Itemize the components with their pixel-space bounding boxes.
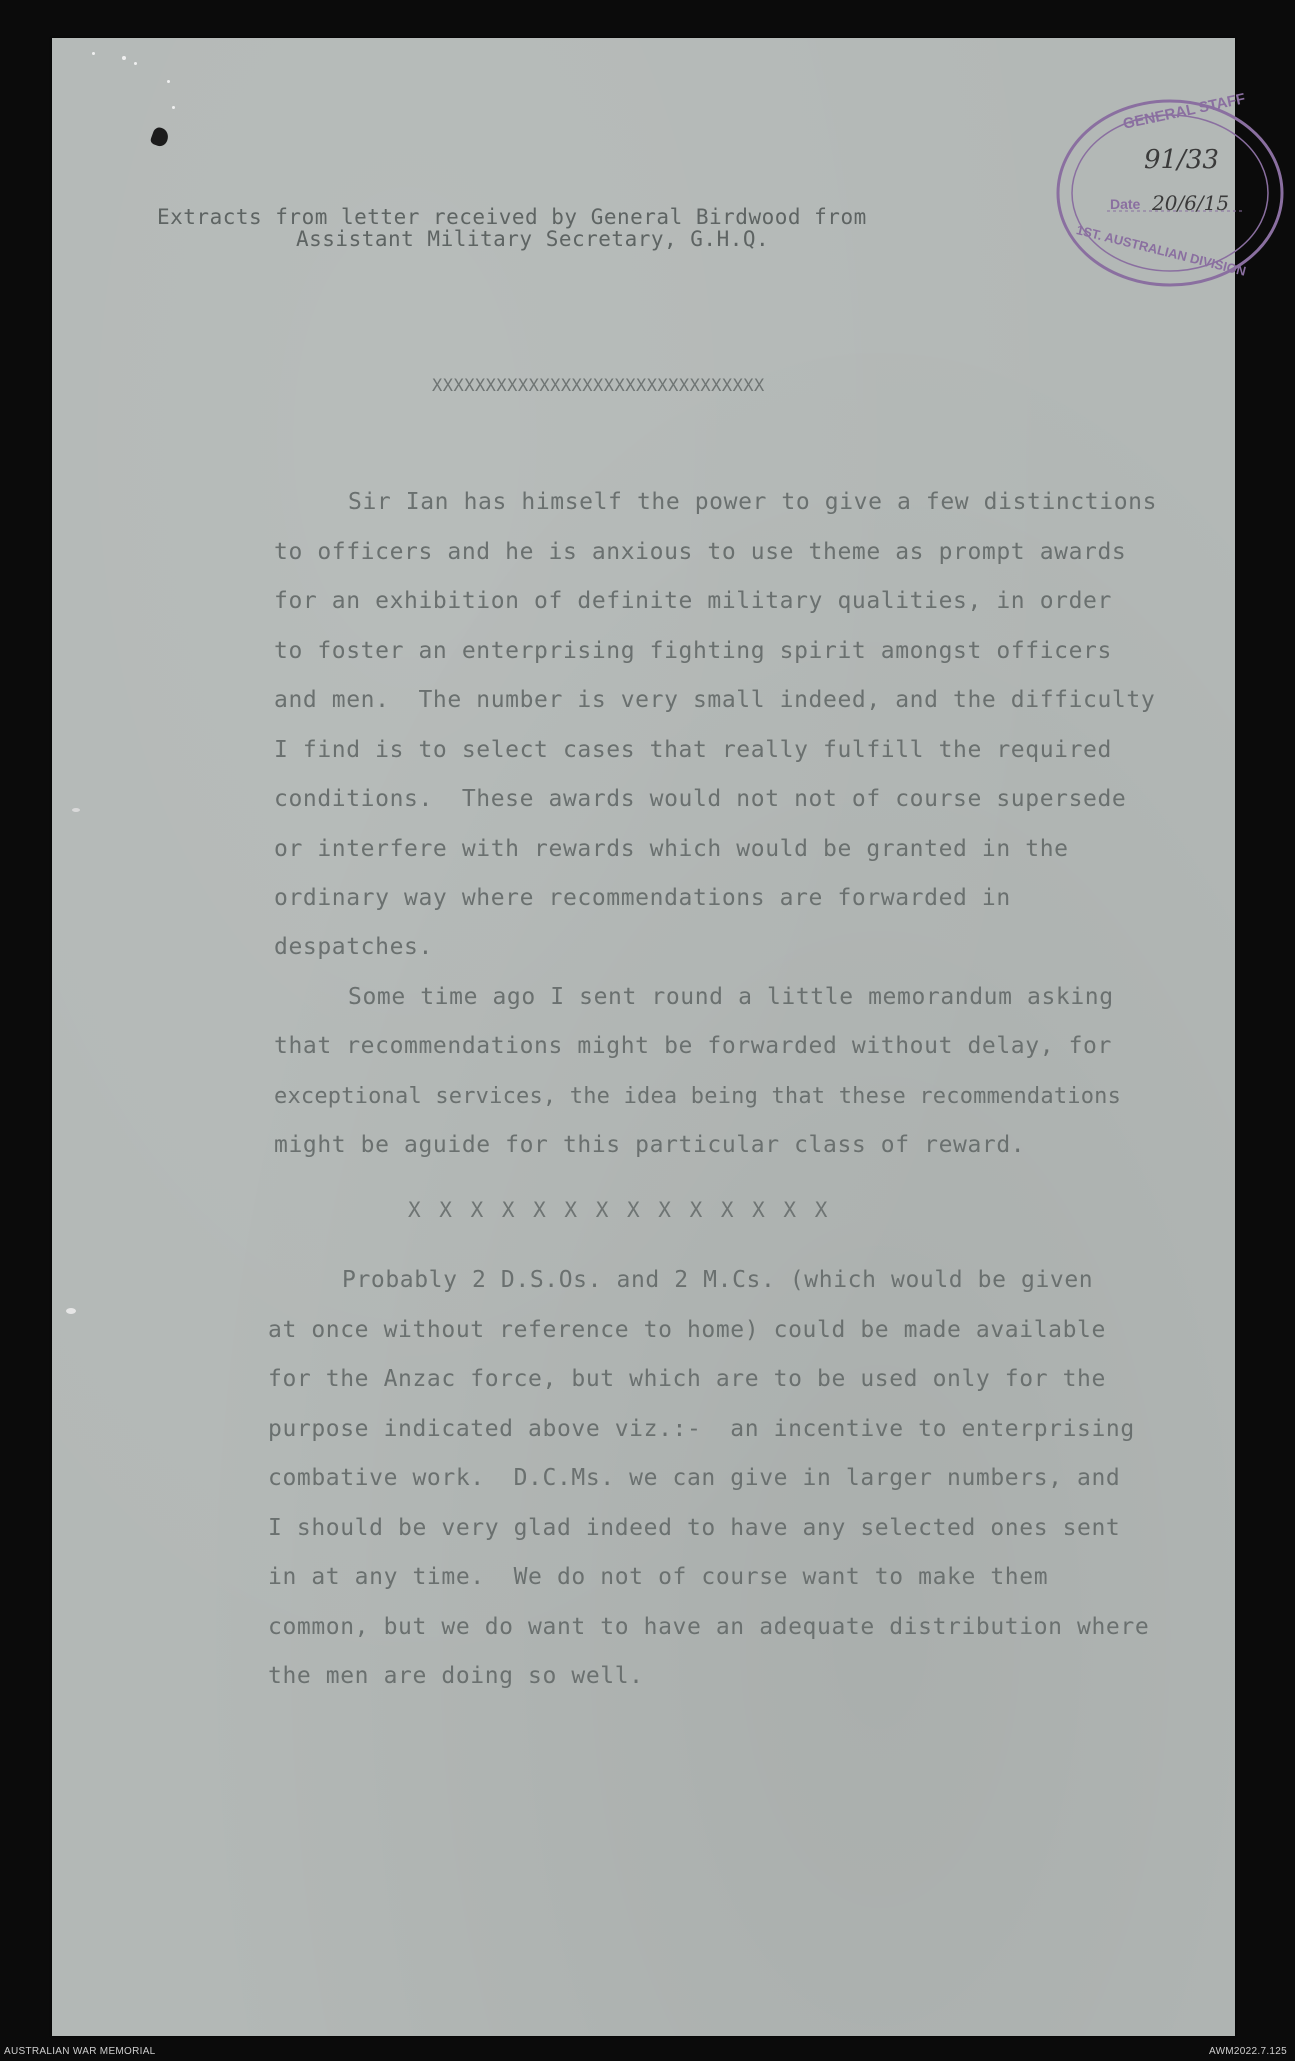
paragraph-1-line-3: for an exhibition of definite military qualities, in order (274, 588, 1112, 614)
paragraph-2-line-1: Some time ago I sent round a little memorandum asking (348, 984, 1114, 1010)
paragraph-3-line-3: for the Anzac force, but which are to be used only for the (268, 1366, 1106, 1392)
paragraph-1-line-4: to foster an enterprising fighting spirit amongst officers (274, 638, 1112, 664)
paper-speck (122, 56, 126, 60)
paragraph-2-line-4: might be aguide for this particular class of reward. (274, 1132, 1026, 1158)
paragraph-1-line-5: and men. The number is very small indeed, and the difficulty (274, 687, 1156, 713)
paper-speck (172, 106, 175, 109)
paper-speck (134, 62, 137, 65)
document-heading-line-2: Assistant Military Secretary, G.H.Q. (296, 227, 770, 251)
paragraph-3-line-4: purpose indicated above viz.:- an incentive to enterprising (268, 1416, 1135, 1442)
paragraph-1-line-6: I find is to select cases that really fulfill the required (274, 737, 1112, 763)
paragraph-3-line-5: combative work. D.C.Ms. we can give in larger numbers, and (268, 1465, 1121, 1491)
paragraph-1-line-1: Sir Ian has himself the power to give a few distinctions (348, 489, 1158, 515)
paper-tear (66, 1308, 76, 1314)
paragraph-1-line-9: ordinary way where recommendations are forwarded in (274, 885, 1011, 911)
paragraph-1-line-8: or interfere with rewards which would be granted in the (274, 836, 1069, 862)
paper-tear (72, 808, 80, 812)
paragraph-3-line-8: common, but we do want to have an adequate distribution where (268, 1614, 1150, 1640)
separator-top: XXXXXXXXXXXXXXXXXXXXXXXXXXXXXXX (432, 376, 765, 396)
paragraph-2-line-2: that recommendations might be forwarded without delay, for (274, 1033, 1112, 1059)
paragraph-3-line-7: in at any time. We do not of course want to make them (268, 1564, 1049, 1590)
document-page (52, 38, 1248, 2036)
paragraph-2-line-3: exceptional services, the idea being that these recommendations (274, 1084, 1122, 1109)
stamp-top-text: GENERAL STAFF (1121, 90, 1247, 133)
ink-mark-icon (149, 126, 170, 148)
paper-speck (167, 80, 170, 83)
footer-institution: AUSTRALIAN WAR MEMORIAL (4, 2046, 156, 2057)
paper-speck (92, 52, 95, 55)
paragraph-1-line-2: to officers and he is anxious to use theme as prompt awards (274, 539, 1127, 565)
division-stamp (1052, 90, 1292, 293)
paragraph-3-line-1: Probably 2 D.S.Os. and 2 M.Cs. (which would be given (342, 1267, 1094, 1293)
stamp-handwritten-date: 20/6/15 (1152, 191, 1230, 215)
paragraph-1-line-10: despatches. (274, 934, 433, 960)
stamp-bottom-text: 1ST. AUSTRALIAN DIVISION (1074, 222, 1248, 279)
document-heading-line-1: Extracts from letter received by General Birdwood from (157, 205, 867, 229)
footer-accession-number: AWM2022.7.125 (1208, 2046, 1287, 2057)
stamp-handwritten-number: 91/33 (1144, 145, 1219, 175)
paragraph-1-line-7: conditions. These awards would not not of course supersede (274, 786, 1127, 812)
paragraph-3-line-2: at once without reference to home) could be made available (268, 1317, 1106, 1343)
separator-middle: X X X X X X X X X X X X X X (408, 1198, 831, 1222)
paragraph-3-line-6: I should be very glad indeed to have any selected ones sent (268, 1515, 1121, 1541)
stamp-date-label: Date (1110, 196, 1141, 212)
paragraph-3-line-9: the men are doing so well. (268, 1663, 644, 1689)
